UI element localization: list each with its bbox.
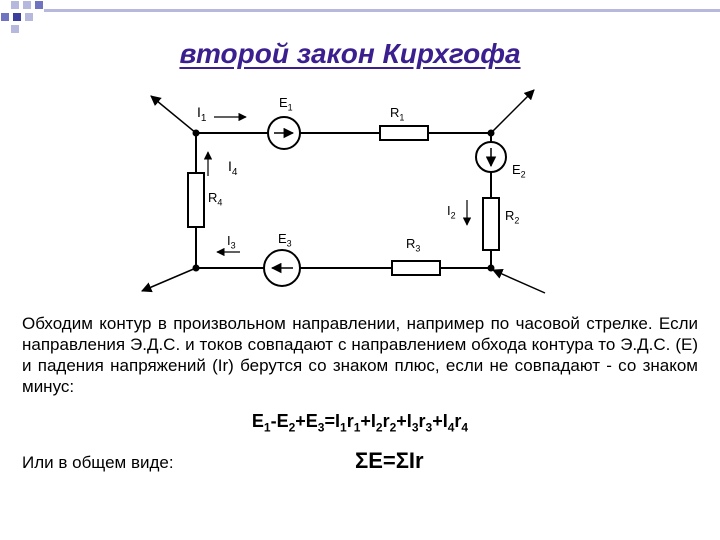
branch-arrow-top-right — [491, 90, 534, 133]
node-dot — [488, 265, 495, 272]
label-e1: $E_1$ — [279, 95, 293, 113]
node-dot — [488, 130, 495, 137]
resistor-r3 — [392, 261, 440, 275]
label-r4: $R_4$ — [208, 190, 223, 208]
label-e2: $E_2$ — [512, 162, 526, 180]
label-i1: $I_1$ — [197, 104, 207, 124]
branch-arrow-top-left — [151, 96, 196, 133]
label-r3: $R_3$ — [406, 236, 421, 254]
resistor-r1 — [380, 126, 428, 140]
node-dot — [193, 265, 200, 272]
node-dot — [193, 130, 200, 137]
resistor-r2 — [483, 198, 499, 250]
label-r2: $R_2$ — [505, 208, 520, 226]
kirchhoff-formula: $E_1-E_2+E_3=I_1r_1+I_2r_2+I_3r_3+I_4r_4$ — [251, 411, 469, 435]
explanation-paragraph: Обходим контур в произвольном направлении, например по часовой стрелке. Если направления Э.Д.С. и токов совпадают с направлением обхода контура то Э.Д.С. (E) и падения напряжений (Ir) берутся со знаком плюс, если не совпадают - со знаком минус: — [22, 314, 698, 396]
general-form-label: Или в общем виде: — [22, 453, 174, 472]
branch-arrow-bottom-right — [493, 270, 545, 293]
label-r1: $R_1$ — [390, 105, 405, 123]
label-i2: $I_2$ — [447, 203, 456, 221]
label-i3: $I_3$ — [227, 233, 236, 251]
branch-arrow-bottom-left — [142, 268, 196, 291]
resistor-r4 — [188, 173, 204, 227]
label-i4: $I_4$ — [228, 158, 238, 178]
slide-title: второй закон Кирхгофа — [179, 38, 521, 69]
general-formula: ΣE=ΣIr — [355, 448, 424, 473]
label-e3: $E_3$ — [278, 231, 292, 249]
